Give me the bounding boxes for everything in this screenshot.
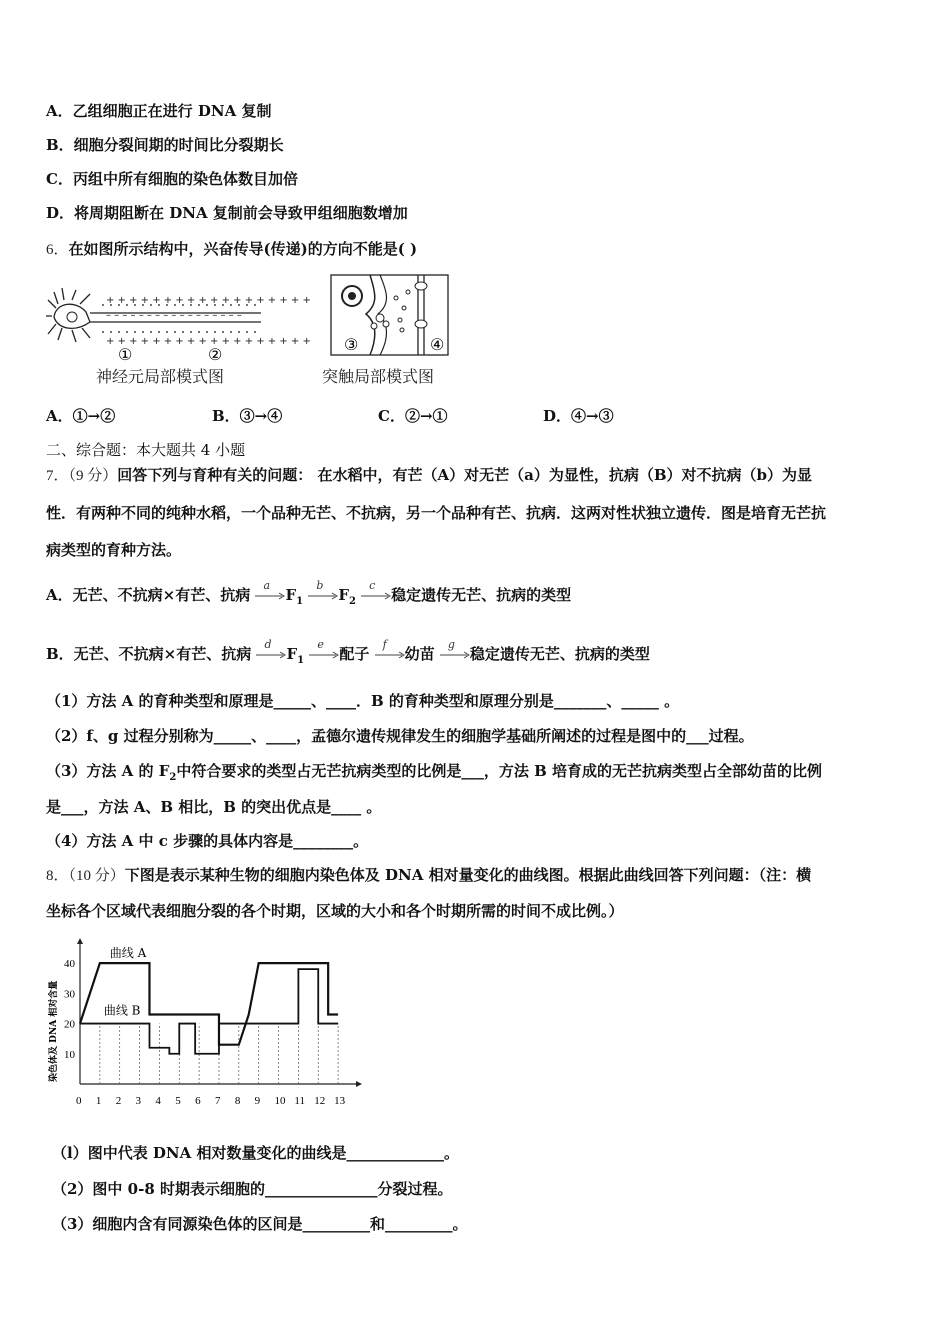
option-c: C．丙组中所有细胞的染色体数目加倍 (46, 170, 298, 188)
x-tick-label: 5 (175, 1095, 181, 1107)
x-tick-label: 7 (214, 1095, 221, 1107)
y-axis-arrow (77, 938, 83, 944)
svg-text:– – – – – – – – – – – – – – –: – – – – – – – – – – – – – – – – – (106, 310, 242, 321)
x-tick-label: 6 (195, 1095, 201, 1107)
svg-text:+ + + + + + + + + + + + + + +: + + + + + + + + + + + + + + + + + + (106, 295, 311, 306)
q7-sub3-line2: 是___，方法 A、B 相比，B 的突出优点是____ 。 (46, 798, 382, 816)
chromosome-dna-chart (44, 938, 364, 1113)
q7-stem-line3: 病类型的育种方法。 (46, 541, 182, 559)
x-tick-label: 11 (294, 1095, 305, 1107)
q8-stem-line1: 8．（10 分）下图是表示某种生物的细胞内染色体及 DNA 相对量变化的曲线图。根据此曲线回答下列问题：（注：横 (46, 866, 812, 884)
x-tick-label: 4 (155, 1095, 161, 1107)
q7-stem-line2: 性．有两种不同的纯种水稻，一个品种无芒、不抗病，另一个品种有芒、抗病．这两对性状独立遗传．图是培育无芒抗 (46, 504, 827, 522)
curve-a-label: 曲线 A (109, 946, 147, 961)
q8-sub2: （2）图中 0-8 时期表示细胞的_______________分裂过程。 (52, 1180, 453, 1198)
section-heading: 二、综合题：本大题共 4 小题 (46, 441, 246, 459)
x-tick-label: 1 (95, 1095, 102, 1107)
x-tick-label: 2 (115, 1095, 122, 1107)
y-tick-label: 20 (64, 1018, 75, 1031)
neuron-diagram (46, 282, 311, 364)
q7-stem-line1: 7．（9 分）回答下列与育种有关的问题： 在水稻中，有芒（A）对无芒（a）为显性，抗病（B）对不抗病（b）为显 (46, 466, 813, 484)
option-d: D．将周期阻断在 DNA 复制前会导致甲组细胞数增加 (46, 204, 408, 222)
option-b: B．细胞分裂间期的时间比分裂期长 (46, 136, 284, 154)
q8-stem-line2: 坐标各个区域代表细胞分裂的各个时期，区域的大小和各个时期所需的时间不成比例。） (46, 902, 624, 920)
label-3: ③ (344, 335, 359, 354)
svg-text:+ + + + + + + + + + + + + + +: + + + + + + + + + + + + + + + + + + (106, 336, 311, 347)
x-tick-label: 13 (334, 1095, 346, 1107)
q6-option-b: B．③→④ (212, 407, 283, 425)
label-1: ① (118, 345, 133, 364)
method-b: B．无芒、不抗病×有芒、抗病 d $F_1$ e 配子 f 幼苗 g 稳定遗传无芒、抗病的类型 (46, 638, 650, 666)
y-axis-label: 染色体及 DNA 相对含量 (49, 980, 59, 1082)
x-axis-arrow (356, 1081, 362, 1087)
curve-b-label: 曲线 B (103, 1003, 141, 1018)
neuron-caption: 神经元局部模式图 (96, 367, 225, 386)
q7-sub3-line1: （3）方法 A 的 $F_2$中符合要求的类型占无芒抗病类型的比例是___，方法 B 培育成的无芒抗病类型占全部幼苗的比例 (46, 762, 823, 783)
q7-sub1: （1）方法 A 的育种类型和原理是_____、____．B 的育种类型和原理分别是_______、_____ 。 (46, 692, 680, 710)
q8-sub1: （l）图中代表 DNA 相对数量变化的曲线是_____________。 (52, 1144, 460, 1162)
q6-option-a: A．①→② (46, 407, 116, 425)
q6-option-c: C．②→① (378, 407, 448, 425)
x-tick-label: 0 (76, 1095, 82, 1107)
synapse-caption: 突触局部模式图 (322, 367, 435, 386)
method-a: A．无芒、不抗病×有芒、抗病 a $F_1$ b $F_2$ c 稳定遗传无芒、抗病的类型 (46, 579, 572, 607)
y-tick-label: 40 (64, 958, 75, 971)
y-tick-label: 10 (64, 1048, 75, 1061)
x-tick-label: 12 (314, 1095, 326, 1107)
question-6: 6．在如图所示结构中，兴奋传导(传递)的方向不能是( ) (46, 240, 418, 258)
x-tick-label: 10 (274, 1095, 286, 1107)
q6-option-d: D．④→③ (543, 407, 614, 425)
y-tick-label: 30 (64, 988, 75, 1001)
q7-sub4: （4）方法 A 中 c 步骤的具体内容是________。 (46, 832, 369, 850)
label-2: ② (208, 345, 223, 364)
x-tick-label: 8 (234, 1095, 241, 1107)
label-4: ④ (430, 335, 445, 354)
synapse-diagram (330, 274, 450, 358)
option-a: A．乙组细胞正在进行 DNA 复制 (46, 102, 272, 120)
x-tick-label: 9 (254, 1095, 261, 1107)
q8-sub3: （3）细胞内含有同源染色体的区间是_________和_________。 (52, 1215, 468, 1233)
x-tick-label: 3 (135, 1095, 142, 1107)
q7-sub2: （2）f、g 过程分别称为_____、____，孟德尔遗传规律发生的细胞学基础所阐述的过程是图中的___过程。 (46, 727, 754, 745)
